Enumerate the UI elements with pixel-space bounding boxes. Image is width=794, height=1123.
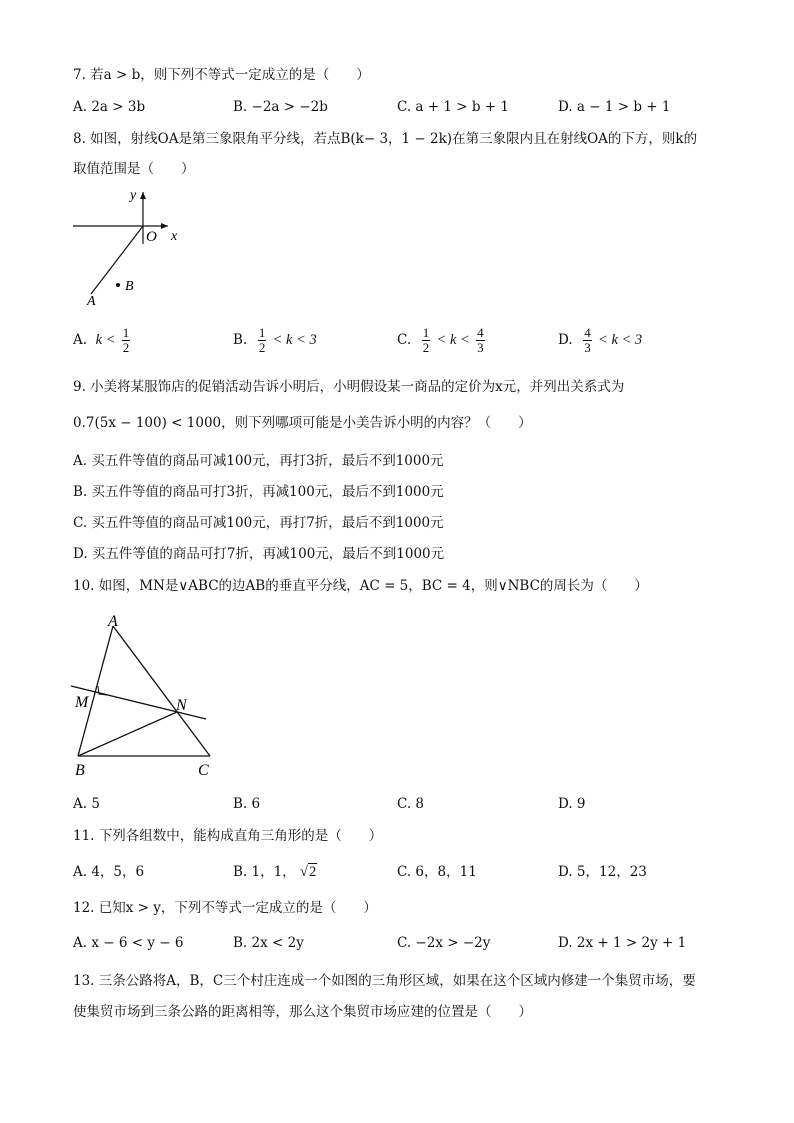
q10-label-m: M — [75, 694, 89, 711]
q9-option-d: D. 买五件等值的商品可打7折，再减100元，最后不到1000元 — [73, 546, 445, 562]
q8-label-o: O — [146, 229, 157, 245]
q12-option-b: B. 2x < 2y — [233, 935, 304, 951]
q12-option-c: C. −2x > −2y — [397, 935, 491, 951]
sqrt-symbol: √2 — [299, 864, 317, 880]
q7-stem: 7. 若a > b，则下列不等式一定成立的是（ ） — [73, 67, 370, 83]
q10-label-a: A — [108, 613, 118, 630]
q8-label-y: y — [130, 188, 137, 203]
q8-option-d: D. $\frac{4}{3}$ < k < 3 — [558, 325, 643, 355]
q10-label-n: N — [176, 697, 187, 714]
q8-point-b — [116, 283, 120, 287]
q8-figure — [70, 182, 200, 310]
q10-stem: 10. 如图，MN是∨ABC的边AB的垂直平分线，AC = 5，BC = 4，则∨NBC的周长为（ ） — [73, 578, 648, 594]
q12-option-a: A. x − 6 < y − 6 — [73, 935, 184, 951]
q10-option-d: D. 9 — [558, 796, 586, 812]
q10-segment-bn — [78, 712, 177, 756]
q8-label-a: A — [87, 294, 96, 309]
q11-option-d: D. 5，12，23 — [558, 864, 647, 880]
q10-label-c: C — [198, 762, 209, 779]
q9-option-a: A. 买五件等值的商品可减100元，再打3折，最后不到1000元 — [73, 453, 444, 469]
q8-stem-line1: 8. 如图，射线OA是第三象限角平分线，若点B(k− 3，1 − 2k)在第三象限内且在射线OA的下方，则k的 — [73, 131, 698, 147]
q11-stem: 11. 下列各组数中，能构成直角三角形的是（ ） — [73, 828, 383, 844]
q11-option-a: A. 4，5，6 — [73, 864, 145, 880]
q10-side-ab — [78, 626, 113, 756]
q10-option-a: A. 5 — [73, 796, 100, 812]
q13-stem-line2: 使集贸市场到三条公路的距离相等，那么这个集贸市场应建的位置是（ ） — [73, 1004, 532, 1020]
q10-figure — [68, 606, 218, 784]
q10-side-ac — [113, 626, 210, 756]
q11-option-b: B. 1，1， √2 — [233, 864, 317, 880]
q7-option-c: C. a + 1 > b + 1 — [397, 99, 509, 115]
q7-option-a: A. 2a > 3b — [73, 99, 146, 115]
q8-label-x: x — [171, 229, 178, 244]
q9-stem-line1: 9. 小美将某服饰店的促销活动告诉小明后，小明假设某一商品的定价为x元，并列出关系式为 — [73, 379, 625, 395]
q7-option-d: D. a − 1 > b + 1 — [558, 99, 671, 115]
q9-option-b: B. 买五件等值的商品可打3折，再减100元，最后不到1000元 — [73, 484, 444, 500]
q8-label-b: B — [125, 279, 134, 294]
q7-option-b: B. −2a > −2b — [233, 99, 328, 115]
q9-option-c: C. 买五件等值的商品可减100元，再打7折，最后不到1000元 — [73, 515, 444, 531]
q10-label-b: B — [75, 762, 85, 779]
q11-option-c: C. 6，8，11 — [397, 864, 477, 880]
q12-option-d: D. 2x + 1 > 2y + 1 — [558, 935, 687, 951]
q13-stem-line1: 13. 三条公路将A，B，C三个村庄连成一个如图的三角形区域，如果在这个区域内修建一个集贸市场，要 — [73, 973, 696, 989]
q10-option-b: B. 6 — [233, 796, 261, 812]
q8-option-b: B. $\frac{1}{2}$ < k < 3 — [233, 325, 317, 355]
q8-x-arrow — [161, 223, 168, 229]
q8-stem-line2: 取值范围是（ ） — [73, 161, 195, 177]
q8-y-arrow — [140, 192, 146, 199]
q12-stem: 12. 已知x > y，下列不等式一定成立的是（ ） — [73, 900, 377, 916]
q8-option-a: A. k < $\frac{1}{2}$ — [73, 325, 130, 355]
q8-option-c: C. $\frac{1}{2}$ < k < $\frac{4}{3}$ — [397, 325, 484, 355]
q9-stem-line2: 0.7(5x − 100) < 1000，则下列哪项可能是小美告诉小明的内容？（ ） — [73, 415, 532, 431]
q10-option-c: C. 8 — [397, 796, 425, 812]
